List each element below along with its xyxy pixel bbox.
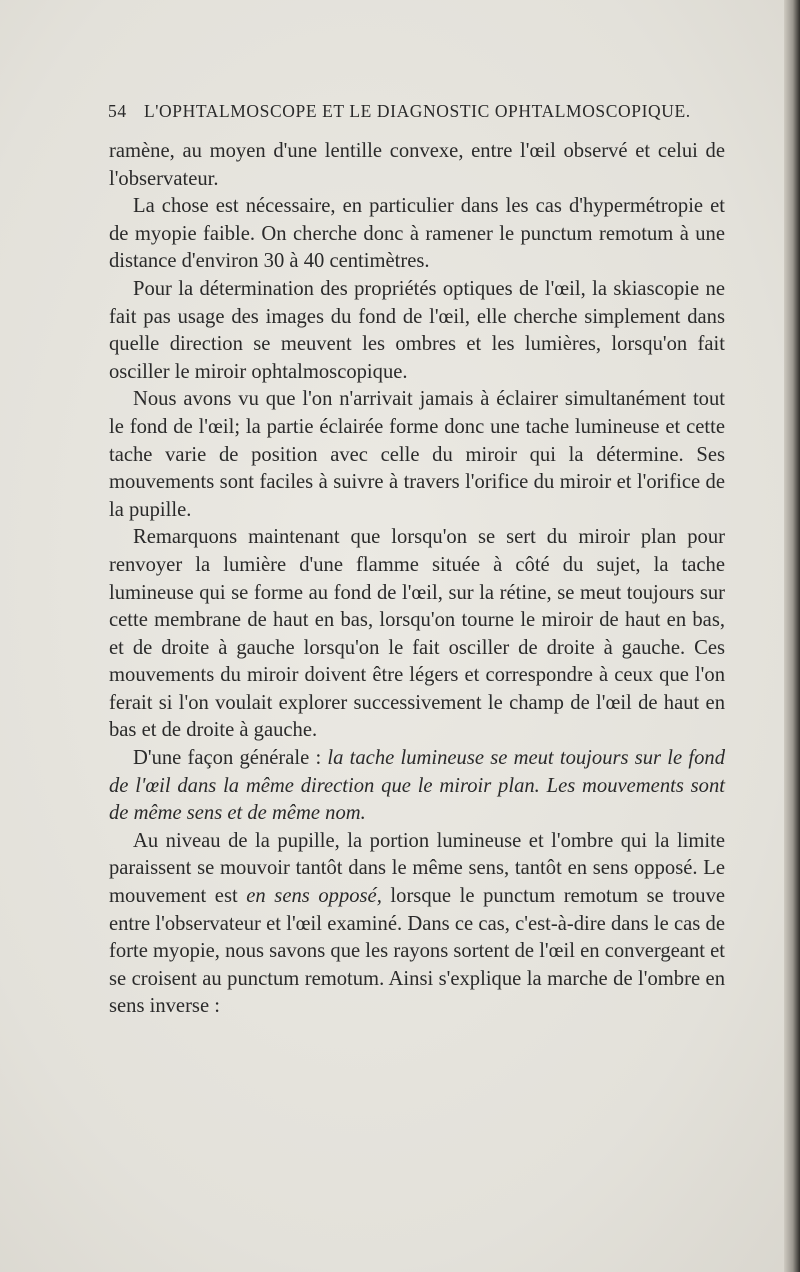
paragraph-1: ramène, au moyen d'une lentille convexe, entre l'œil observé et celui de l'observateur. [109,140,725,190]
paragraph-6-emphasis: la tache lumineuse se meut toujours sur le fond de l'œil dans la même direction que le miroir plan. Les mouvements sont de même sens et de même nom. [109,747,725,825]
paragraph-6-lead: D'une façon générale : [133,747,328,770]
paragraph-7-lead: Au niveau de la pupille, la portion lumineuse et l'ombre qui la limite paraissent se mouvoir tantôt dans le même sens, tantôt en sens opposé. Le mouvement est [109,829,725,908]
paragraph-3: Pour la détermination des propriétés optiques de l'œil, la skiascopie ne fait pas usage des images du fond de l'œil, elle cherche simplement dans quelle direction se meuvent les ombres et les lumières, lorsqu'on fait osciller le miroir ophtalmoscopique. [109,277,725,383]
paragraph-4: Nous avons vu que l'on n'arrivait jamais à éclairer simultanément tout le fond de l'œil; la partie éclairée forme donc une tache lumineuse et cette tache varie de position avec celle du miroir qui la détermine. Ses mouvements sont faciles à suivre à travers l'orifice du miroir et l'orifice de la pupille. [109,388,725,521]
body-text [109,138,725,1021]
paragraph-6 [109,745,725,828]
page-number: 54 [108,101,127,121]
paragraph-7-tail: lorsque le punctum remotum se trouve entre l'observateur et l'œil examiné. Dans ce cas, c'est-à-dire dans le cas de forte myopie, nous savons que les rayons sortent de l'œil en convergeant et se croisent au punctum remotum. Ainsi s'explique la marche de l'ombre en sens inverse : [109,885,726,1018]
running-title: L'OPHTALMOSCOPE ET LE DIAGNOSTIC OPHTALMOSCOPIQUE. [144,101,691,121]
paragraph-7-emphasis: en sens opposé, [246,885,382,908]
paragraph-2: La chose est nécessaire, en particulier dans les cas d'hypermétropie et de myopie faible. On cherche donc à ramener le punctum remotum à une distance d'environ 30 à 40 centimètres. [109,195,725,273]
paragraph-7 [109,828,725,1021]
page-edge-shadow [784,0,800,1272]
running-header [108,101,718,122]
paragraph-5: Remarquons maintenant que lorsqu'on se sert du miroir plan pour renvoyer la lumière d'une flamme située à côté du sujet, la tache lumineuse qui se forme au fond de l'œil, sur la rétine, se meut toujours sur cette membrane de haut en bas, lorsqu'on tourne le miroir de haut en bas, et de droite à gauche lorsqu'on le fait osciller de droite à gauche. Ces mouvements du miroir doivent être légers et correspondre à ceux que l'on ferait si l'on voulait explorer successivement le champ de l'œil de haut en bas et de droite à gauche. [109,526,725,742]
